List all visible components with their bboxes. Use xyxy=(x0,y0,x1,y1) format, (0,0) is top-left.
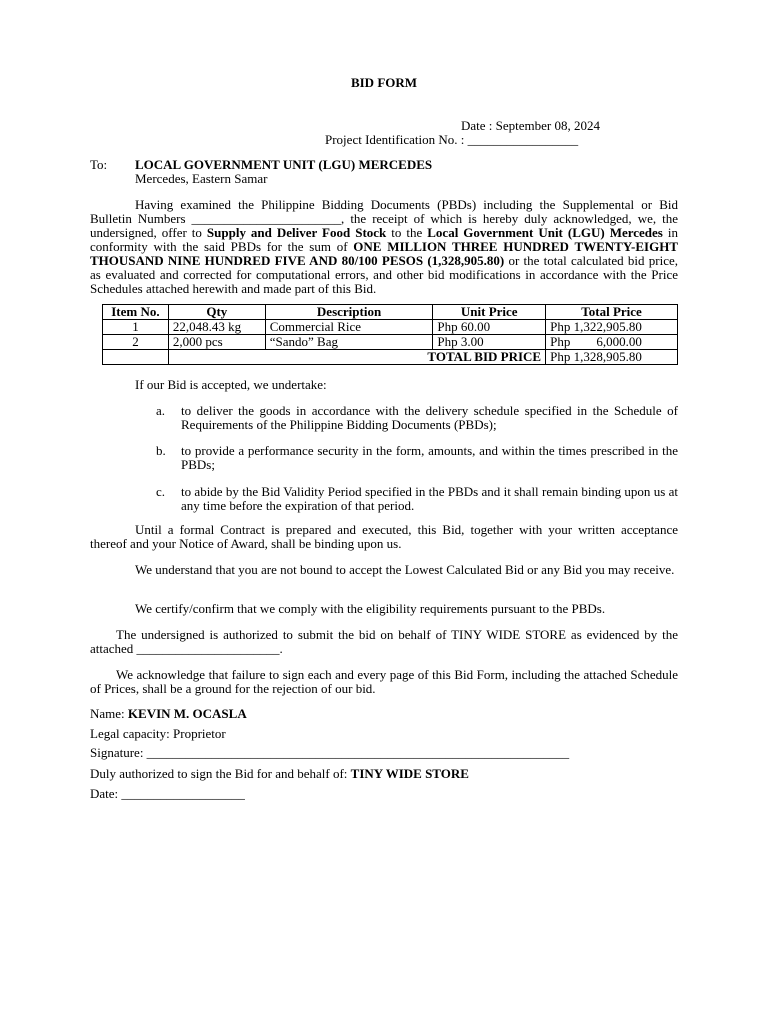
cell-description: “Sando” Bag xyxy=(265,335,433,350)
undertaking-c xyxy=(156,485,678,513)
to-label: To: xyxy=(90,157,108,172)
table-row xyxy=(103,320,678,335)
intro-text-1: Having examined the Philippine Bidding Documents (PBDs) including the Supplemental or Bid Bulletin Numbers _______________________, the receipt of which is hereby duly acknowledged, we, the undersigned, offer to xyxy=(90,197,678,240)
signatory-name-line xyxy=(90,707,247,721)
cell-unit-price: Php 3.00 xyxy=(433,335,546,350)
header-item-no: Item No. xyxy=(103,305,169,320)
addressee-address: Mercedes, Eastern Samar xyxy=(135,171,268,186)
header-qty: Qty xyxy=(168,305,265,320)
intro-text-2: to the xyxy=(386,225,428,240)
bid-price-table xyxy=(102,304,678,365)
authorized-behalf-line xyxy=(90,767,469,781)
project-identification-line: Project Identification No. : _________________ xyxy=(325,132,579,147)
addressee-name: LOCAL GOVERNMENT UNIT (LGU) MERCEDES xyxy=(135,157,433,172)
list-marker: b. xyxy=(156,443,166,458)
list-marker: c. xyxy=(156,484,166,499)
signature-line: Signature: _________________________________________________________________ xyxy=(90,745,570,760)
table-total-row xyxy=(103,350,678,365)
cell-empty xyxy=(103,350,169,365)
signature-date-line: Date: ___________________ xyxy=(90,786,245,801)
date-line: Date : September 08, 2024 xyxy=(461,118,600,133)
behalf-store-name: TINY WIDE STORE xyxy=(350,766,469,781)
list-item-text: to deliver the goods in accordance with the delivery schedule specified in the Schedule of Requirements of the Philippine Bidding Documents (PBDs); xyxy=(181,403,678,432)
total-bid-price-value: Php 1,328,905.80 xyxy=(546,350,678,365)
intro-text-3: in conformity with the said PBDs for the sum of xyxy=(90,225,678,254)
table-header-row xyxy=(103,305,678,320)
authorized-paragraph: The undersigned is authorized to submit the bid on behalf of TINY WIDE STORE as evidenced by the attached ______________________. xyxy=(90,627,678,656)
header-description: Description xyxy=(265,305,433,320)
intro-paragraph xyxy=(90,198,678,296)
table-row xyxy=(103,335,678,350)
name-label: Name: xyxy=(90,706,128,721)
list-item-text: to abide by the Bid Validity Period specified in the PBDs and it shall remain binding upon us at any time before the expiration of that period. xyxy=(181,484,678,513)
list-marker: a. xyxy=(156,403,166,418)
signatory-name: KEVIN M. OCASLA xyxy=(127,706,247,721)
intro-text-4: or the total calculated bid price, as evaluated and corrected for computational errors, and other bid modifications in accordance with the Price Schedules attached herewith and made part of this Bid. xyxy=(90,253,678,296)
cell-item: 1 xyxy=(103,320,169,335)
header-unit-price: Unit Price xyxy=(433,305,546,320)
intro-bold-project: Supply and Deliver Food Stock xyxy=(206,225,387,240)
total-bid-price-label: TOTAL BID PRICE xyxy=(168,350,545,365)
list-item-text: to provide a performance security in the form, amounts, and within the times prescribed in the PBDs; xyxy=(181,443,678,472)
undertaking-a xyxy=(156,404,678,432)
intro-bold-lgu: Local Government Unit (LGU) Mercedes xyxy=(427,225,663,240)
cell-item: 2 xyxy=(103,335,169,350)
cell-qty: 22,048.43 kg xyxy=(168,320,265,335)
contract-paragraph: Until a formal Contract is prepared and executed, this Bid, together with your written acceptance thereof and your Notice of Award, shall be binding upon us. xyxy=(90,522,678,551)
header-total-price: Total Price xyxy=(546,305,678,320)
undertaking-b xyxy=(156,444,678,472)
certify-paragraph: We certify/confirm that we comply with the eligibility requirements pursuant to the PBDs. xyxy=(135,601,606,616)
legal-capacity-line: Legal capacity: Proprietor xyxy=(90,726,226,741)
cell-qty: 2,000 pcs xyxy=(168,335,265,350)
lowest-bid-paragraph: We understand that you are not bound to accept the Lowest Calculated Bid or any Bid you may receive. xyxy=(135,562,675,577)
cell-total-price: Php 1,322,905.80 xyxy=(546,320,678,335)
intro-bold-amount: ONE MILLION THREE HUNDRED TWENTY-EIGHT THOUSAND NINE HUNDRED FIVE AND 80/100 PESOS (1,328,905.80) xyxy=(90,239,678,268)
behalf-label: Duly authorized to sign the Bid for and behalf of: xyxy=(90,766,351,781)
cell-description: Commercial Rice xyxy=(265,320,433,335)
cell-total-price: Php 6,000.00 xyxy=(546,335,678,350)
page-title: BID FORM xyxy=(350,75,418,90)
cell-unit-price: Php 60.00 xyxy=(433,320,546,335)
acknowledge-paragraph: We acknowledge that failure to sign each and every page of this Bid Form, including the attached Schedule of Prices, shall be a ground for the rejection of our bid. xyxy=(90,667,678,696)
undertake-intro: If our Bid is accepted, we undertake: xyxy=(135,377,327,392)
